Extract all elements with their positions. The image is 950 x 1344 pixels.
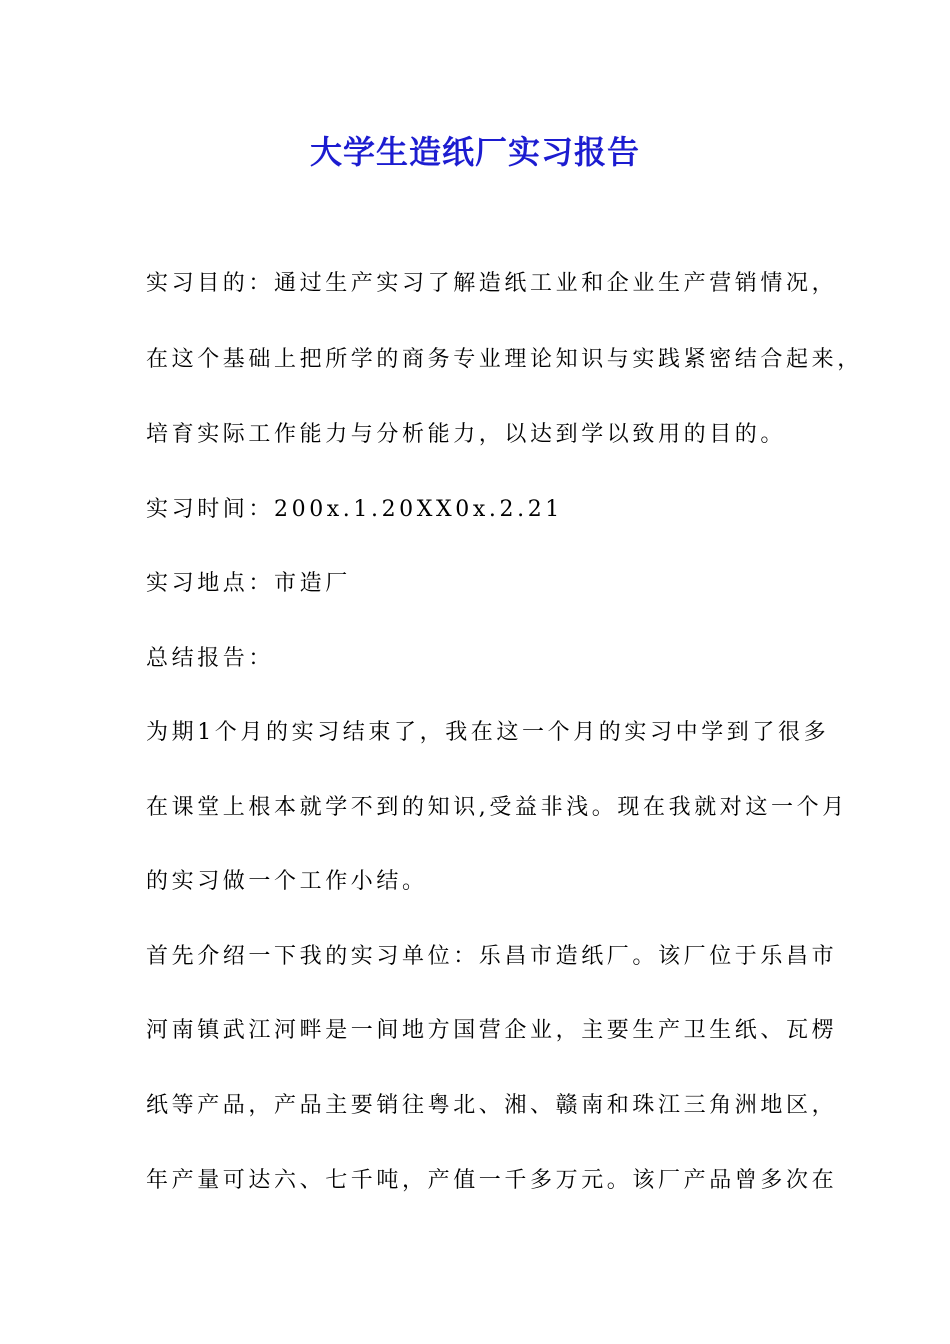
paragraph-line: 的实习做一个工作小结。 xyxy=(146,869,428,894)
paragraph-line: 为期1个月的实习结束了，我在这一个月的实习中学到了很多 xyxy=(146,720,830,745)
paragraph-line: 在课堂上根本就学不到的知识,受益非浅。现在我就对这一个月 xyxy=(146,795,848,820)
paragraph-line: 年产量可达六、七千吨，产值一千多万元。该厂产品曾多次在 xyxy=(146,1168,838,1193)
paragraph-line: 纸等产品，产品主要销往粤北、湘、赣南和珠江三角洲地区， xyxy=(146,1093,838,1118)
internship-time-line: 实习时间：200x.1.20XX0x.2.21 xyxy=(146,497,563,522)
internship-location-line: 实习地点：市造厂 xyxy=(146,571,351,596)
paragraph-line: 首先介绍一下我的实习单位：乐昌市造纸厂。该厂位于乐昌市 xyxy=(146,944,838,969)
paragraph-line: 河南镇武江河畔是一间地方国营企业，主要生产卫生纸、瓦楞 xyxy=(146,1018,838,1043)
document-title: 大学生造纸厂实习报告 xyxy=(309,133,640,171)
summary-heading: 总结报告： xyxy=(146,646,275,671)
paragraph-line: 在这个基础上把所学的商务专业理论知识与实践紧密结合起来， xyxy=(146,347,863,372)
paragraph-line: 实习目的：通过生产实习了解造纸工业和企业生产营销情况， xyxy=(146,271,838,296)
paragraph-line: 培育实际工作能力与分析能力，以达到学以致用的目的。 xyxy=(146,422,787,447)
